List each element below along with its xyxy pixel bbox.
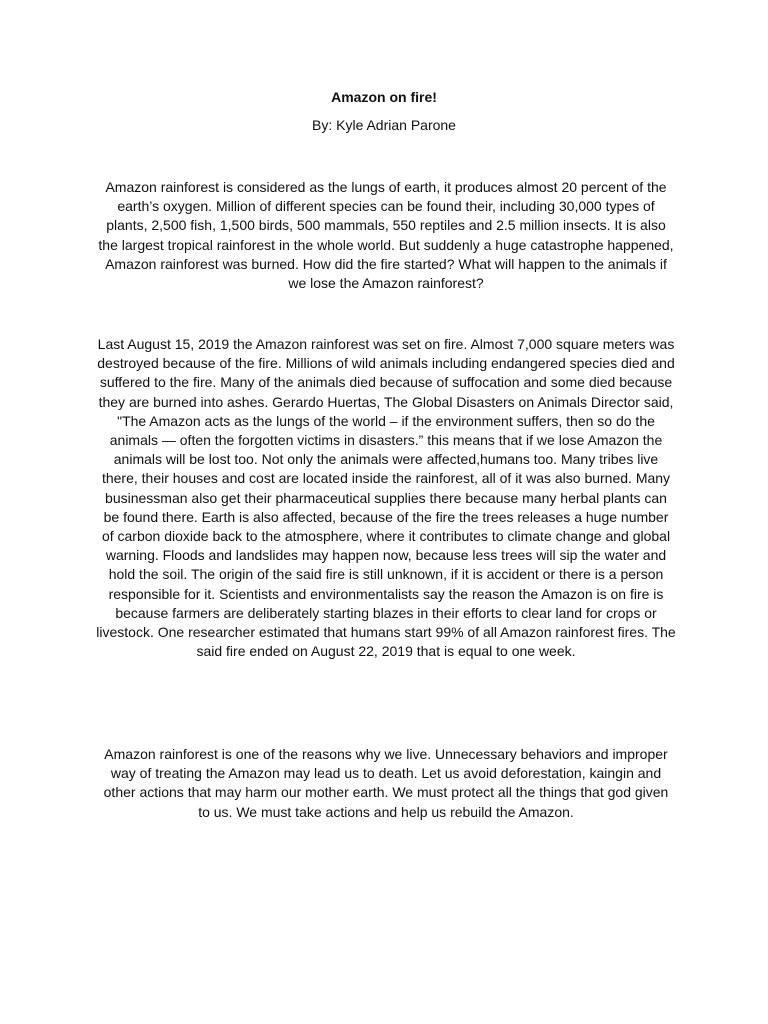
paragraph-introduction: Amazon rainforest is considered as the lungs of earth, it produces almost 20 percent of the earth’s oxygen. Million of different species can be found their, including 30,000 types of plants, 2,500 fish, 1,500 birds, 500 mammals, 550 reptiles and 2.5 million insects. It is also the largest tropical rainforest in the whole world. But suddenly a huge catastrophe happened, Amazon rainforest was burned. How did the fire started? What will happen to the animals if we lose the Amazon rainforest?: [98, 179, 674, 292]
paragraph-conclusion: Amazon rainforest is one of the reasons why we live. Unnecessary behaviors and improper way of treating the Amazon may lead us to death. Let us avoid deforestation, kaingin and other actions that may harm our mother earth. We must protect all the things that god given to us. We must take actions and help us rebuild the Amazon.: [103, 746, 669, 820]
paragraph-body: Last August 15, 2019 the Amazon rainforest was set on fire. Almost 7,000 square meters was destroyed because of the fire. Millions of wild animals including endangered species died and suffered to the fire. Many of the animals died because of suffocation and some died because they are burned into ashes. Gerardo Huertas, The Global Disasters on Animals Director said, "The Amazon acts as the lungs of the world – if the environment suffers, then so do the animals — often the forgotten victims in disasters.” this means that if we lose Amazon the animals will be lost too. Not only the animals were affected,humans too. Many tribes live there, their houses and cost are located inside the rainforest, all of it was also burned. Many businessman also get their pharmaceutical supplies there because many herbal plants can be found there. Earth is also affected, because of the fire the trees releases a huge number of carbon dioxide back to the atmosphere, where it contributes to climate change and global warning. Floods and landslides may happen now, because less trees will sip the water and hold the soil. The origin of the said fire is still unknown, if it is accident or there is a person responsible for it. Scientists and environmentalists say the reason the Amazon is on fire is because farmers are deliberately starting blazes in their efforts to clear land for crops or livestock. One researcher estimated that humans start 99% of all Amazon rainforest fires. The said fire ended on August 22, 2019 that is equal to one week.: [96, 336, 676, 660]
document-author: By: Kyle Adrian Parone: [312, 117, 456, 133]
document-title: Amazon on fire!: [331, 89, 437, 105]
